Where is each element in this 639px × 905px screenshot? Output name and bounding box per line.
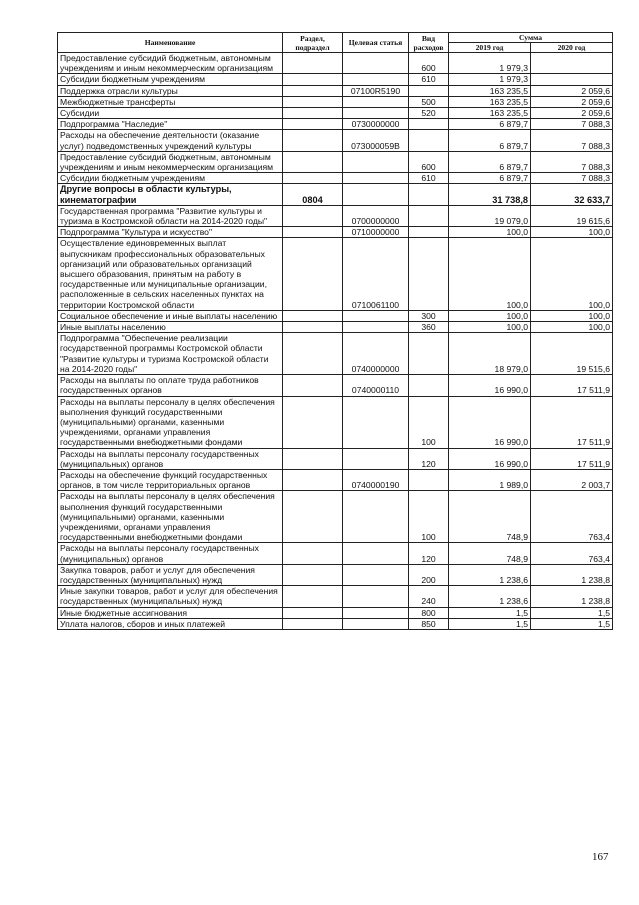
cell-section <box>283 375 343 396</box>
cell-2019: 6 879,7 <box>449 151 531 172</box>
table-row <box>58 491 613 543</box>
cell-section <box>283 151 343 172</box>
cell-section <box>283 469 343 490</box>
table-row <box>58 333 613 375</box>
cell-2019: 1 979,3 <box>449 74 531 85</box>
cell-section <box>283 130 343 151</box>
table-row <box>58 322 613 333</box>
cell-target <box>343 607 409 618</box>
cell-2019: 16 990,0 <box>449 448 531 469</box>
table-row <box>58 607 613 618</box>
cell-2020: 17 511,9 <box>531 448 613 469</box>
cell-target <box>343 543 409 564</box>
cell-target <box>343 96 409 107</box>
cell-2020: 100,0 <box>531 227 613 238</box>
cell-2020: 7 088,3 <box>531 130 613 151</box>
cell-2019: 1,5 <box>449 618 531 629</box>
cell-target <box>343 618 409 629</box>
cell-2019: 1 238,6 <box>449 586 531 607</box>
cell-section <box>283 310 343 321</box>
cell-section <box>283 119 343 130</box>
header-year-2019: 2019 год <box>449 43 531 53</box>
cell-2020: 2 059,6 <box>531 108 613 119</box>
cell-target <box>343 74 409 85</box>
cell-kind: 520 <box>409 108 449 119</box>
cell-kind: 240 <box>409 586 449 607</box>
cell-name: Иные выплаты населению <box>58 322 283 333</box>
table-row <box>58 238 613 310</box>
cell-2019: 163 235,5 <box>449 108 531 119</box>
cell-name: Уплата налогов, сборов и иных платежей <box>58 618 283 629</box>
cell-kind <box>409 238 449 310</box>
cell-name: Подпрограмма "Наследие" <box>58 119 283 130</box>
cell-2019: 18 979,0 <box>449 333 531 375</box>
cell-section <box>283 238 343 310</box>
cell-2020: 1 238,8 <box>531 564 613 585</box>
cell-2019: 100,0 <box>449 310 531 321</box>
cell-target: 0700000000 <box>343 205 409 226</box>
cell-name: Другие вопросы в области культуры, кинематографии <box>58 184 283 205</box>
cell-2020: 763,4 <box>531 491 613 543</box>
cell-2020: 17 511,9 <box>531 396 613 448</box>
cell-2019: 163 235,5 <box>449 96 531 107</box>
table-row <box>58 586 613 607</box>
header-year-2020: 2020 год <box>531 43 613 53</box>
header-sum: Сумма <box>449 33 613 43</box>
cell-2019: 6 879,7 <box>449 173 531 184</box>
cell-name: Субсидии бюджетным учреждениям <box>58 74 283 85</box>
cell-section <box>283 586 343 607</box>
cell-2020 <box>531 74 613 85</box>
table-row <box>58 396 613 448</box>
cell-target <box>343 322 409 333</box>
cell-kind <box>409 333 449 375</box>
cell-kind: 800 <box>409 607 449 618</box>
table-row <box>58 543 613 564</box>
cell-2019: 163 235,5 <box>449 85 531 96</box>
table-row <box>58 205 613 226</box>
header-target: Целевая статья <box>343 33 409 53</box>
cell-section <box>283 543 343 564</box>
cell-2020 <box>531 53 613 74</box>
cell-target: 0730000000 <box>343 119 409 130</box>
cell-2019: 1 979,3 <box>449 53 531 74</box>
cell-kind <box>409 375 449 396</box>
cell-target: 07100R5190 <box>343 85 409 96</box>
cell-name: Социальное обеспечение и иные выплаты населению <box>58 310 283 321</box>
cell-2019: 19 079,0 <box>449 205 531 226</box>
cell-target <box>343 53 409 74</box>
cell-section <box>283 333 343 375</box>
cell-section <box>283 448 343 469</box>
header-name: Наименование <box>58 33 283 53</box>
table-row <box>58 119 613 130</box>
cell-2020: 1 238,8 <box>531 586 613 607</box>
table-row <box>58 375 613 396</box>
cell-kind: 200 <box>409 564 449 585</box>
cell-target <box>343 491 409 543</box>
cell-name: Государственная программа "Развитие культуры и туризма в Костромской области на 2014-2020 годы" <box>58 205 283 226</box>
cell-2020: 7 088,3 <box>531 173 613 184</box>
cell-2020: 2 003,7 <box>531 469 613 490</box>
cell-section <box>283 205 343 226</box>
header-kind: Вид расходов <box>409 33 449 53</box>
cell-target <box>343 173 409 184</box>
cell-kind: 120 <box>409 543 449 564</box>
cell-2020: 17 511,9 <box>531 375 613 396</box>
cell-name: Подпрограмма "Культура и искусство" <box>58 227 283 238</box>
cell-2020: 19 515,6 <box>531 333 613 375</box>
cell-2019: 6 879,7 <box>449 130 531 151</box>
cell-section <box>283 322 343 333</box>
cell-name: Межбюджетные трансферты <box>58 96 283 107</box>
cell-name: Иные закупки товаров, работ и услуг для обеспечения государственных (муниципальных) нужд <box>58 586 283 607</box>
cell-2020: 2 059,6 <box>531 96 613 107</box>
cell-kind: 610 <box>409 173 449 184</box>
cell-kind <box>409 119 449 130</box>
cell-2020: 32 633,7 <box>531 184 613 205</box>
table-row <box>58 448 613 469</box>
cell-2020: 7 088,3 <box>531 119 613 130</box>
cell-name: Субсидии бюджетным учреждениям <box>58 173 283 184</box>
cell-2019: 748,9 <box>449 543 531 564</box>
cell-section <box>283 227 343 238</box>
cell-2020: 763,4 <box>531 543 613 564</box>
cell-target <box>343 396 409 448</box>
cell-2019: 1,5 <box>449 607 531 618</box>
cell-2020: 2 059,6 <box>531 85 613 96</box>
cell-2020: 100,0 <box>531 310 613 321</box>
cell-target <box>343 586 409 607</box>
cell-name: Расходы на выплаты персоналу в целях обеспечения выполнения функций государственными (муниципальными) органами, казенными учреждениями, органами управления государственными внебюджетными фондами <box>58 396 283 448</box>
table-row <box>58 227 613 238</box>
cell-target <box>343 184 409 205</box>
cell-2019: 16 990,0 <box>449 375 531 396</box>
cell-section <box>283 491 343 543</box>
header-section: Раздел, подраздел <box>283 33 343 53</box>
cell-kind <box>409 227 449 238</box>
cell-kind <box>409 85 449 96</box>
cell-target: 0710061100 <box>343 238 409 310</box>
cell-kind <box>409 205 449 226</box>
cell-2020: 1,5 <box>531 607 613 618</box>
cell-target <box>343 448 409 469</box>
cell-kind <box>409 130 449 151</box>
cell-kind: 610 <box>409 74 449 85</box>
cell-section <box>283 173 343 184</box>
cell-name: Расходы на обеспечение функций государственных органов, в том числе территориальных органов <box>58 469 283 490</box>
cell-name: Расходы на выплаты персоналу в целях обеспечения выполнения функций государственными (муниципальными) органами, казенными учреждениями, органами управления государственными внебюджетными фондами <box>58 491 283 543</box>
cell-section <box>283 108 343 119</box>
table-row <box>58 53 613 74</box>
cell-2019: 100,0 <box>449 322 531 333</box>
page-number: 167 <box>592 851 609 863</box>
table-row <box>58 130 613 151</box>
cell-section <box>283 564 343 585</box>
cell-name: Подпрограмма "Обеспечение реализации государственной программы Костромской области "Развитие культуры и туризма Костромской области на 2014-2020 годы" <box>58 333 283 375</box>
cell-kind: 100 <box>409 491 449 543</box>
cell-target: 0740000190 <box>343 469 409 490</box>
cell-2019: 31 738,8 <box>449 184 531 205</box>
cell-name: Расходы на обеспечение деятельности (оказание услуг) подведомственных учреждений культуры <box>58 130 283 151</box>
cell-kind: 100 <box>409 396 449 448</box>
cell-name: Предоставление субсидий бюджетным, автономным учреждениям и иным некоммерческим организациям <box>58 53 283 74</box>
cell-name: Субсидии <box>58 108 283 119</box>
cell-name: Осуществление единовременных выплат выпускникам профессиональных образовательных организаций или образовательных организаций высшего образования, принятым на работу в государственные или муниципальные организации, расположенные в сельских населенных пунктах на территории Костромской области <box>58 238 283 310</box>
table-row <box>58 618 613 629</box>
cell-section <box>283 74 343 85</box>
cell-section <box>283 396 343 448</box>
cell-kind <box>409 469 449 490</box>
cell-section: 0804 <box>283 184 343 205</box>
cell-2020: 19 615,6 <box>531 205 613 226</box>
cell-section <box>283 618 343 629</box>
cell-target: 0710000000 <box>343 227 409 238</box>
cell-target <box>343 151 409 172</box>
cell-section <box>283 53 343 74</box>
table-row <box>58 108 613 119</box>
cell-2019: 6 879,7 <box>449 119 531 130</box>
cell-2020: 100,0 <box>531 322 613 333</box>
cell-target: 073000059В <box>343 130 409 151</box>
cell-section <box>283 607 343 618</box>
table-header <box>58 33 613 53</box>
cell-kind: 600 <box>409 53 449 74</box>
budget-table <box>57 32 613 630</box>
cell-2019: 1 989,0 <box>449 469 531 490</box>
cell-kind: 300 <box>409 310 449 321</box>
cell-name: Предоставление субсидий бюджетным, автономным учреждениям и иным некоммерческим организациям <box>58 151 283 172</box>
table-row <box>58 151 613 172</box>
table-row <box>58 96 613 107</box>
cell-section <box>283 85 343 96</box>
table-body <box>58 53 613 630</box>
table-row <box>58 469 613 490</box>
cell-2019: 100,0 <box>449 238 531 310</box>
table-row <box>58 74 613 85</box>
cell-2019: 100,0 <box>449 227 531 238</box>
cell-name: Иные бюджетные ассигнования <box>58 607 283 618</box>
cell-name: Поддержка отрасли культуры <box>58 85 283 96</box>
cell-target <box>343 310 409 321</box>
cell-target: 0740000110 <box>343 375 409 396</box>
cell-2019: 748,9 <box>449 491 531 543</box>
table-row <box>58 173 613 184</box>
cell-name: Расходы на выплаты персоналу государственных (муниципальных) органов <box>58 543 283 564</box>
cell-name: Закупка товаров, работ и услуг для обеспечения государственных (муниципальных) нужд <box>58 564 283 585</box>
table-row <box>58 564 613 585</box>
table-row <box>58 310 613 321</box>
cell-2020: 100,0 <box>531 238 613 310</box>
table-row <box>58 184 613 205</box>
table-row <box>58 85 613 96</box>
cell-name: Расходы на выплаты по оплате труда работников государственных органов <box>58 375 283 396</box>
cell-2020: 7 088,3 <box>531 151 613 172</box>
cell-kind: 600 <box>409 151 449 172</box>
cell-kind: 120 <box>409 448 449 469</box>
cell-2019: 1 238,6 <box>449 564 531 585</box>
cell-target <box>343 108 409 119</box>
cell-kind: 360 <box>409 322 449 333</box>
cell-name: Расходы на выплаты персоналу государственных (муниципальных) органов <box>58 448 283 469</box>
cell-2019: 16 990,0 <box>449 396 531 448</box>
cell-kind: 850 <box>409 618 449 629</box>
cell-2020: 1,5 <box>531 618 613 629</box>
cell-target <box>343 564 409 585</box>
cell-section <box>283 96 343 107</box>
cell-target: 0740000000 <box>343 333 409 375</box>
cell-kind <box>409 184 449 205</box>
cell-kind: 500 <box>409 96 449 107</box>
